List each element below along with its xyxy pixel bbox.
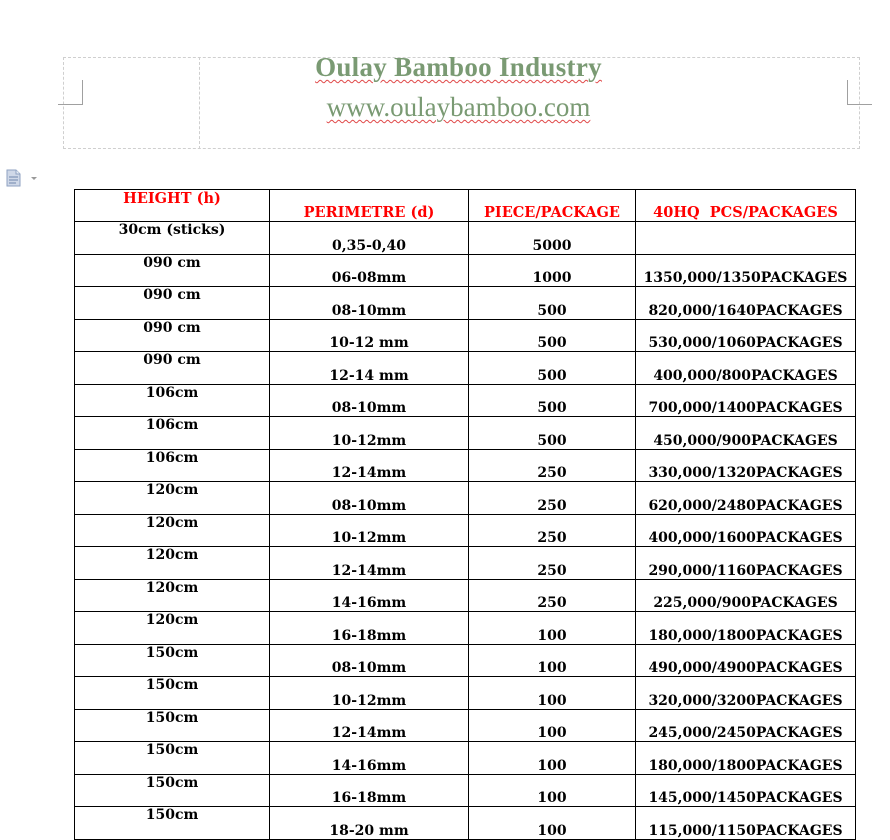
cell-piece-package: 250 <box>469 547 636 580</box>
table-row <box>75 742 856 775</box>
cell-height: 120cm <box>75 547 270 580</box>
cell-height: 150cm <box>75 644 270 677</box>
table-row <box>75 482 856 515</box>
cell-piece-package: 1000 <box>469 254 636 287</box>
cell-height: 30cm (sticks) <box>75 222 270 255</box>
cell-piece-package: 100 <box>469 742 636 775</box>
cell-perimetre: 12-14mm <box>270 709 469 742</box>
cell-40hq-packages: 700,000/1400PACKAGES <box>636 384 856 417</box>
price-table <box>74 189 856 840</box>
cell-piece-package: 100 <box>469 774 636 807</box>
cell-height: 150cm <box>75 709 270 742</box>
table-row <box>75 579 856 612</box>
header-height: HEIGHT (h) <box>75 190 270 222</box>
cell-height: 090 cm <box>75 352 270 385</box>
cell-perimetre: 10-12mm <box>270 514 469 547</box>
table-body <box>75 222 856 840</box>
table-row <box>75 807 856 840</box>
cell-40hq-packages: 1350,000/1350PACKAGES <box>636 254 856 287</box>
cell-piece-package: 500 <box>469 384 636 417</box>
cell-40hq-packages: 245,000/2450PACKAGES <box>636 709 856 742</box>
table-row <box>75 677 856 710</box>
cell-height: 150cm <box>75 677 270 710</box>
header-perimetre: PERIMETRE (d) <box>270 190 469 222</box>
cell-40hq-packages: 145,000/1450PACKAGES <box>636 774 856 807</box>
table-row <box>75 287 856 320</box>
cell-perimetre: 12-14mm <box>270 449 469 482</box>
table-row <box>75 417 856 450</box>
table-row <box>75 709 856 742</box>
cell-height: 150cm <box>75 742 270 775</box>
cell-40hq-packages: 320,000/3200PACKAGES <box>636 677 856 710</box>
cell-height: 150cm <box>75 807 270 840</box>
cell-perimetre: 08-10mm <box>270 384 469 417</box>
table-header-row <box>75 190 856 222</box>
cell-height: 120cm <box>75 579 270 612</box>
margin-crop-mark-left <box>58 80 83 105</box>
cell-height: 150cm <box>75 774 270 807</box>
table-row <box>75 774 856 807</box>
cell-piece-package: 500 <box>469 417 636 450</box>
cell-perimetre: 12-14 mm <box>270 352 469 385</box>
cell-40hq-packages: 400,000/1600PACKAGES <box>636 514 856 547</box>
table-row <box>75 644 856 677</box>
table-row <box>75 352 856 385</box>
cell-perimetre: 10-12mm <box>270 417 469 450</box>
cell-perimetre: 08-10mm <box>270 482 469 515</box>
cell-40hq-packages: 820,000/1640PACKAGES <box>636 287 856 320</box>
cell-perimetre: 16-18mm <box>270 612 469 645</box>
cell-height: 106cm <box>75 417 270 450</box>
cell-height: 120cm <box>75 482 270 515</box>
cell-perimetre: 12-14mm <box>270 547 469 580</box>
company-url <box>200 92 717 123</box>
cell-perimetre: 08-10mm <box>270 644 469 677</box>
table-row <box>75 254 856 287</box>
cell-piece-package: 250 <box>469 514 636 547</box>
cell-perimetre: 10-12mm <box>270 677 469 710</box>
header-piece-package: PIECE/PACKAGE <box>469 190 636 222</box>
cell-piece-package: 250 <box>469 579 636 612</box>
table-row <box>75 547 856 580</box>
cell-perimetre: 06-08mm <box>270 254 469 287</box>
table-row <box>75 384 856 417</box>
paste-options-button[interactable] <box>6 169 42 187</box>
cell-piece-package: 100 <box>469 709 636 742</box>
cell-40hq-packages: 330,000/1320PACKAGES <box>636 449 856 482</box>
cell-perimetre: 0,35-0,40 <box>270 222 469 255</box>
table-row <box>75 449 856 482</box>
cell-height: 106cm <box>75 449 270 482</box>
cell-40hq-packages: 530,000/1060PACKAGES <box>636 319 856 352</box>
header-40hq-packages: 40HQ PCS/PACKAGES <box>636 190 856 222</box>
cell-40hq-packages: 180,000/1800PACKAGES <box>636 742 856 775</box>
cell-40hq-packages: 180,000/1800PACKAGES <box>636 612 856 645</box>
cell-height: 120cm <box>75 612 270 645</box>
cell-40hq-packages: 400,000/800PACKAGES <box>636 352 856 385</box>
cell-perimetre: 16-18mm <box>270 774 469 807</box>
cell-40hq-packages: 620,000/2480PACKAGES <box>636 482 856 515</box>
margin-crop-mark-right <box>847 80 872 105</box>
cell-piece-package: 500 <box>469 352 636 385</box>
cell-piece-package: 5000 <box>469 222 636 255</box>
cell-perimetre: 14-16mm <box>270 579 469 612</box>
table-row <box>75 612 856 645</box>
company-url-text: www.oulaybamboo.com <box>326 92 591 122</box>
cell-piece-package: 250 <box>469 482 636 515</box>
cell-40hq-packages: 290,000/1160PACKAGES <box>636 547 856 580</box>
cell-height: 090 cm <box>75 287 270 320</box>
cell-40hq-packages: 115,000/1150PACKAGES <box>636 807 856 840</box>
cell-40hq-packages <box>636 222 856 255</box>
cell-piece-package: 100 <box>469 677 636 710</box>
cell-perimetre: 08-10mm <box>270 287 469 320</box>
cell-piece-package: 100 <box>469 807 636 840</box>
table-row <box>75 514 856 547</box>
company-name <box>200 52 717 83</box>
cell-piece-package: 100 <box>469 644 636 677</box>
chevron-down-icon <box>31 177 37 180</box>
cell-height: 090 cm <box>75 254 270 287</box>
table-row <box>75 319 856 352</box>
cell-40hq-packages: 450,000/900PACKAGES <box>636 417 856 450</box>
company-name-text: Oulay Bamboo Industry <box>315 52 602 82</box>
cell-40hq-packages: 490,000/4900PACKAGES <box>636 644 856 677</box>
table-row <box>75 222 856 255</box>
paste-options-icon <box>6 169 42 187</box>
cell-height: 090 cm <box>75 319 270 352</box>
cell-piece-package: 100 <box>469 612 636 645</box>
cell-height: 120cm <box>75 514 270 547</box>
cell-piece-package: 250 <box>469 449 636 482</box>
cell-perimetre: 10-12 mm <box>270 319 469 352</box>
cell-perimetre: 18-20 mm <box>270 807 469 840</box>
cell-piece-package: 500 <box>469 319 636 352</box>
cell-perimetre: 14-16mm <box>270 742 469 775</box>
cell-height: 106cm <box>75 384 270 417</box>
cell-piece-package: 500 <box>469 287 636 320</box>
cell-40hq-packages: 225,000/900PACKAGES <box>636 579 856 612</box>
